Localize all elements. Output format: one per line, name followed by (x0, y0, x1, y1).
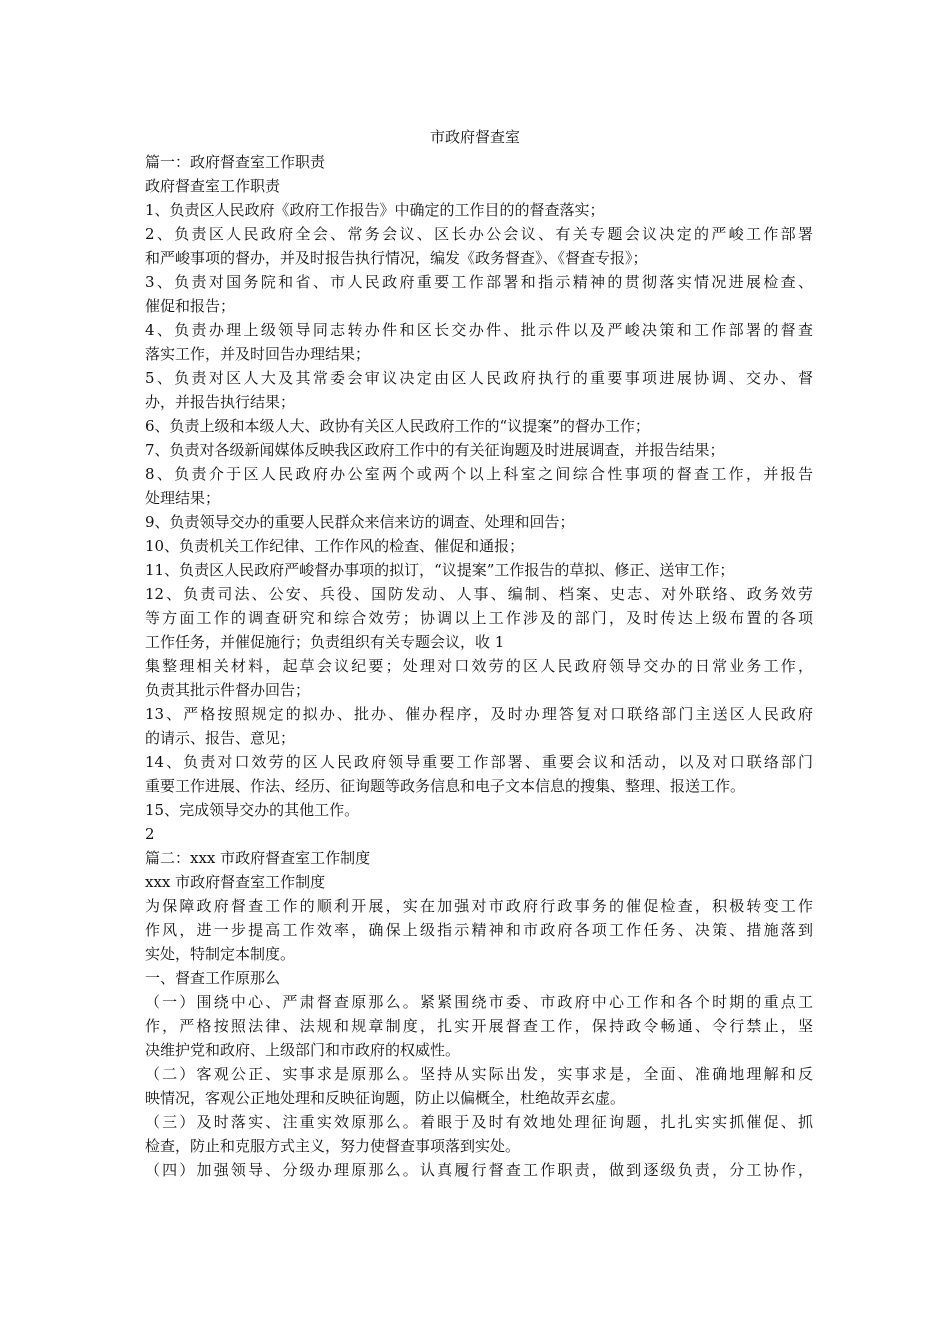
text-line: 重要工作进展、作法、经历、征询题等政务信息和电子文本信息的搜集、整理、报送工作。 (145, 777, 746, 795)
text-line: 2 (145, 825, 155, 843)
text-line: 办，并报告执行结果； (145, 393, 296, 411)
text-line: 落实工作，并及时回告办理结果； (145, 345, 371, 363)
text-line: （二）客观公正、实事求是原那么。坚持从实际出发，实事求是，全面、准确地理解和反 (145, 1065, 813, 1083)
text-line: 15、完成领导交办的其他工作。 (145, 801, 360, 819)
document-body (145, 150, 813, 1182)
text-line: 等方面工作的调查研究和综合效劳；协调以上工作涉及的部门，及时传达上级布置的各项 (145, 609, 813, 627)
text-line: 作风，进一步提高工作效率，确保上级指示精神和市政府各项工作任务、决策、措施落到 (145, 921, 813, 939)
text-line: 一、督查工作原那么 (145, 969, 281, 987)
text-line: 实处，特制定本制度。 (145, 945, 296, 963)
text-line: 10、负责机关工作纪律、工作作风的检查、催促和通报； (145, 537, 525, 555)
text-line: 工作任务，并催促施行；负责组织有关专题会议，收 1 (145, 633, 505, 651)
text-line: 14、负责对口效劳的区人民政府领导重要工作部署、重要会议和活动，以及对口联络部门 (145, 753, 813, 771)
text-line: 13、严格按照规定的拟办、批办、催办程序，及时办理答复对口联络部门主送区人民政府 (145, 705, 813, 723)
text-line: 决维护党和政府、上级部门和市政府的权威性。 (145, 1041, 461, 1059)
text-line: 篇二：xxx 市政府督查室工作制度 (145, 849, 371, 867)
text-line: 作，严格按照法律、法规和规章制度，扎实开展督查工作，保持政令畅通、令行禁止，坚 (145, 1017, 813, 1035)
text-line: 检查，防止和克服方式主义，努力使督查事项落到实处。 (145, 1137, 521, 1155)
text-line: 映情况，客观公正地处理和反映征询题，防止以偏概全，杜绝故弄玄虚。 (145, 1089, 626, 1107)
text-line: （四）加强领导、分级办理原那么。认真履行督查工作职责，做到逐级负责，分工协作， (145, 1161, 813, 1179)
document-title: 市政府督查室 (429, 128, 520, 146)
text-line: 3、负责对国务院和省、市人民政府重要工作部署和指示精神的贯彻落实情况进展检查、 (145, 273, 813, 291)
text-line: 9、负责领导交办的重要人民群众来信来访的调查、处理和回告； (145, 513, 575, 531)
text-line: 集整理相关材料，起草会议纪要；处理对口效劳的区人民政府领导交办的日常业务工作， (145, 657, 813, 675)
text-line: 负责其批示件督办回告； (145, 681, 311, 699)
text-line: 6、负责上级和本级人大、政协有关区人民政府工作的“议提案”的督办工作； (145, 417, 650, 435)
text-line: 处理结果； (145, 489, 221, 507)
text-line: 11、负责区人民政府严峻督办事项的拟订，“议提案”工作报告的草拟、修正、送审工作； (145, 561, 735, 579)
text-line: 12、负责司法、公安、兵役、国防发动、人事、编制、档案、史志、对外联络、政务效劳 (145, 585, 813, 603)
text-line: xxx 市政府督查室工作制度 (145, 873, 326, 891)
text-line: 篇一：政府督查室工作职责 (145, 153, 326, 171)
text-line: 5、负责对区人大及其常委会审议决定由区人民政府执行的重要事项进展协调、交办、督 (145, 369, 813, 387)
text-line: 政府督查室工作职责 (145, 177, 281, 195)
text-line: 1、负责区人民政府《政府工作报告》中确定的工作目的的督查落实； (145, 201, 605, 219)
text-line: 催促和报告； (145, 297, 236, 315)
text-line: 为保障政府督查工作的顺利开展，实在加强对市政府行政事务的催促检查，积极转变工作 (145, 897, 813, 915)
text-line: 和严峻事项的督办，并及时报告执行情况，编发《政务督查》、《督查专报》； (145, 249, 648, 267)
text-line: 4、负责办理上级领导同志转办件和区长交办件、批示件以及严峻决策和工作部署的督查 (145, 321, 813, 339)
text-line: 2、负责区人民政府全会、常务会议、区长办公会议、有关专题会议决定的严峻工作部署 (145, 225, 813, 243)
text-line: 8、负责介于区人民政府办公室两个或两个以上科室之间综合性事项的督查工作，并报告 (145, 465, 813, 483)
text-line: （三）及时落实、注重实效原那么。着眼于及时有效地处理征询题，扎扎实实抓催促、抓 (145, 1113, 813, 1131)
text-line: （一）围绕中心、严肃督查原那么。紧紧围绕市委、市政府中心工作和各个时期的重点工 (145, 993, 813, 1011)
text-line: 7、负责对各级新闻媒体反映我区政府工作中的有关征询题及时进展调查，并报告结果； (145, 441, 725, 459)
text-line: 的请示、报告、意见； (145, 729, 296, 747)
